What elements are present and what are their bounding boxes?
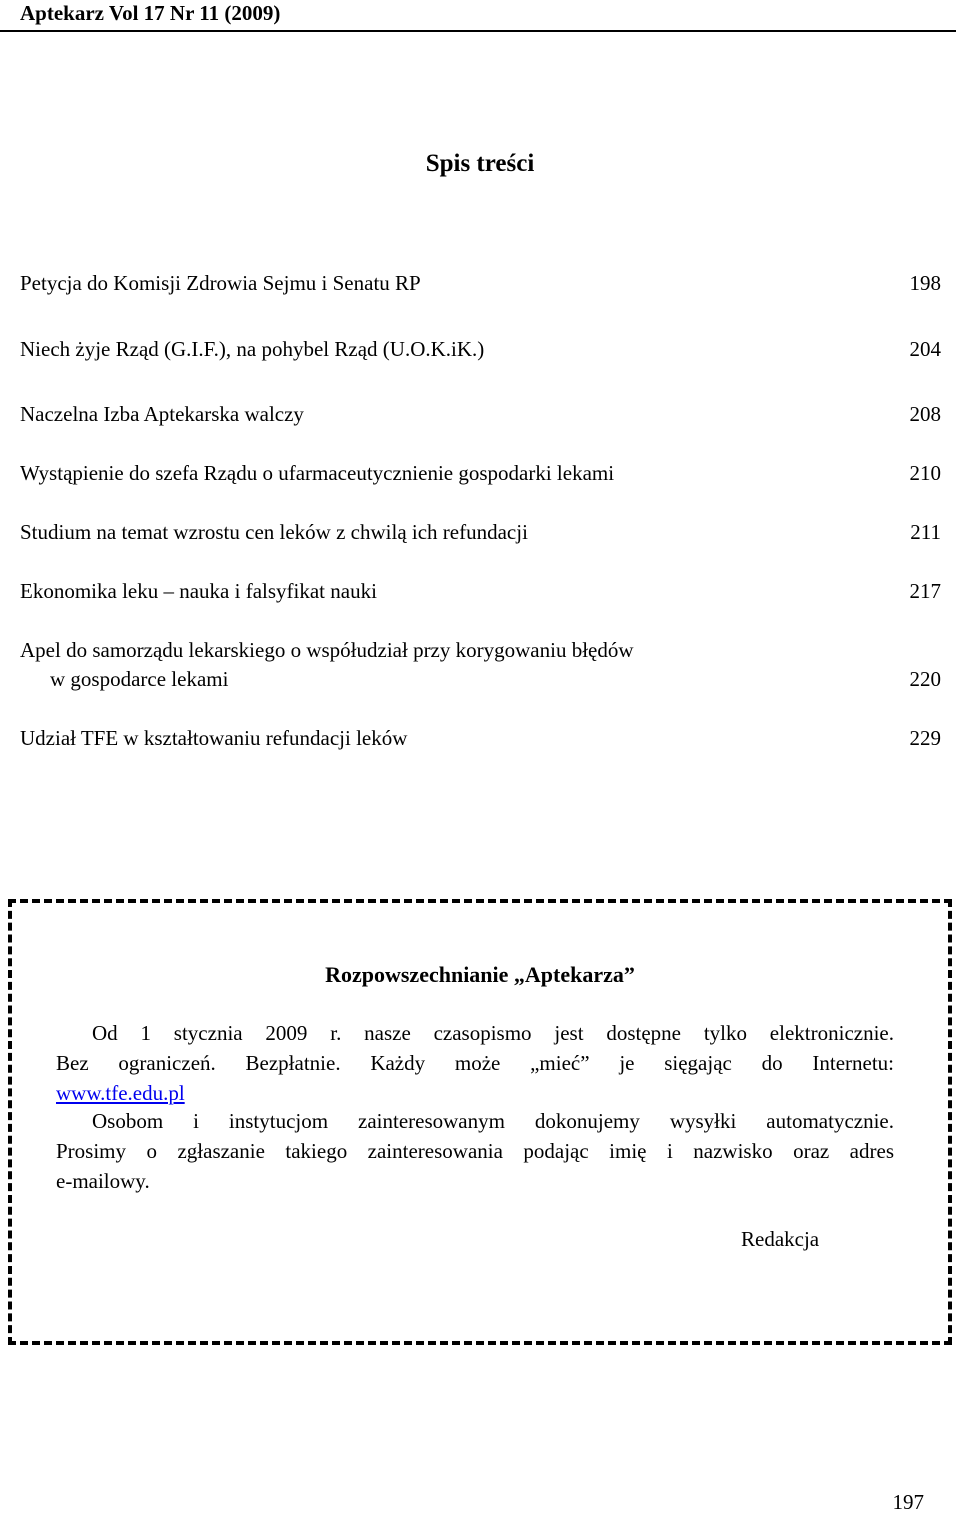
notice-title: Rozpowszechnianie „Aptekarza” (325, 962, 635, 987)
toc-item-title: Studium na temat wzrostu cen leków z chwilą ich refundacji (20, 520, 528, 544)
toc-item-title: Niech żyje Rząd (G.I.F.), na pohybel Rząd (U.O.K.iK.) (20, 337, 485, 361)
toc-item-title: Naczelna Izba Aptekarska walczy (20, 402, 304, 426)
toc-item[interactable] (20, 459, 941, 488)
toc-item-title: Udział TFE w kształtowaniu refundacji leków (20, 726, 408, 750)
toc-item[interactable] (20, 269, 941, 298)
toc-item-title: Petycja do Komisji Zdrowia Sejmu i Senatu RP (20, 271, 421, 295)
toc-item[interactable] (20, 724, 941, 753)
toc-item-page: 220 (909, 667, 941, 691)
notice-paragraph-line: Prosimy o zgłaszanie takiego zainteresowania podając imię i nazwisko oraz adres (56, 1139, 894, 1163)
page-number: 197 (892, 1490, 924, 1514)
page-title: Spis treści (425, 150, 535, 177)
toc-item[interactable] (20, 636, 941, 694)
website-link[interactable]: www.tfe.edu.pl (56, 1081, 185, 1105)
toc-item-title: Apel do samorządu lekarskiego o współudział przy korygowaniu błędów (20, 638, 634, 662)
toc-item[interactable] (20, 518, 941, 547)
notice-link-line (56, 1078, 894, 1108)
header-rule (0, 30, 956, 32)
notice-paragraph-line: Osobom i instytucjom zainteresowanym dokonujemy wysyłki automatycznie. (92, 1109, 894, 1133)
toc-item-title: Wystąpienie do szefa Rządu o ufarmaceutycznienie gospodarki lekami (20, 461, 615, 485)
journal-header: Aptekarz Vol 17 Nr 11 (2009) (20, 1, 281, 25)
notice-paragraph-line: e-mailowy. (56, 1169, 150, 1193)
toc-item-title: Ekonomika leku – nauka i falsyfikat nauki (20, 579, 377, 603)
toc-item-title-continued: w gospodarce lekami (50, 667, 229, 691)
notice-signature: Redakcja (741, 1227, 820, 1251)
toc-item-page: 198 (909, 271, 941, 295)
toc-item-page: 217 (909, 579, 941, 603)
toc-item-page: 211 (910, 520, 941, 544)
toc-item-page: 204 (909, 337, 941, 361)
toc-item-page: 208 (909, 402, 941, 426)
notice-paragraph-line: Bez ograniczeń. Bezpłatnie. Każdy może „mieć” je sięgając do Internetu: (56, 1051, 894, 1075)
toc-item-page: 229 (909, 726, 941, 750)
toc-item-page: 210 (909, 461, 941, 485)
toc-item[interactable] (20, 577, 941, 606)
toc-item[interactable] (20, 335, 941, 364)
toc-item[interactable] (20, 400, 941, 429)
notice-paragraph-line: Od 1 stycznia 2009 r. nasze czasopismo jest dostępne tylko elektronicznie. (92, 1021, 894, 1045)
